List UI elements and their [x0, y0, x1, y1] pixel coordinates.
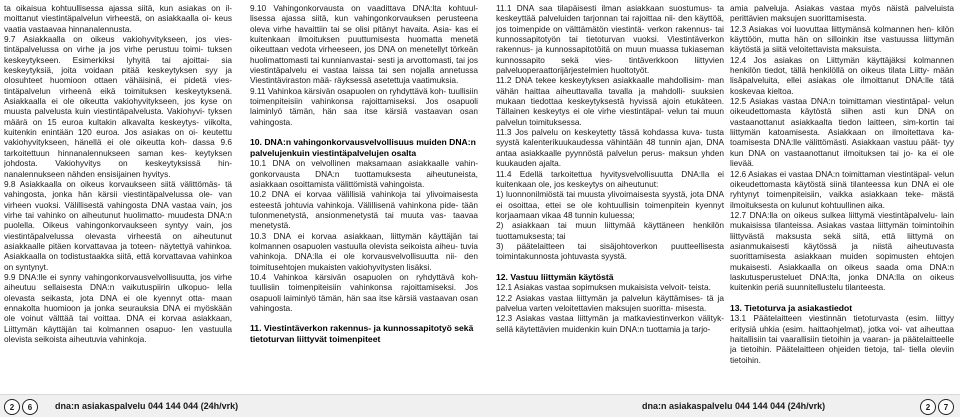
paragraph: ta oikaisua kohtuullisessa ajassa siitä, kun asiakas on il- moittanut viestintäpalvelun virheestä, on asiakkaalla oi- keus vaatia vastaavaa hinnanalennusta.	[4, 3, 232, 34]
paragraph: amia palveluja. Asiakas vastaa myös näistä palveluista perittävien maksujen suorittamisesta.	[730, 3, 954, 24]
left-page-column-2	[250, 3, 478, 383]
left-page-footer	[0, 394, 480, 417]
paragraph: 9.7 Asiakkaalla on oikeus vakiohyvitykseen, jos vies- tintäpalvelussa on virhe ja jos virhe perustuu toimi- tuksen keskeytykseen. Esimerkiksi lyhyitä tai ajoittai- sia keskeytyksiä, joita voidaan pitää keskeytyksen syy ja olosuhteet huomioon ottaen vähäisinä, ei pidetä vies- tintäpalvelun virheenä eikä toimituksen keskeytyksenä. Asiakkaalla ei ole oikeutta vakiohyvitykseen, jos kyse on muusta palvelusta kuin viestintäpalvelusta. Vakiohyvi- tyksen määrä on 15 euroa kultakin alkavalta keskeytys- viikolta, kuitenkin enintään 120 euroa. Jos asiakas on oi- keutettu vakiohyvitykseen, hänellä ei ole oikeutta koh- dassa 9.6 tarkoitettuun hinnanalennukseen saman kes- keytyksen johdosta. Vakiohyvitys on keskeytyksissä hin- nanalennukseen nähden ensisijainen hyvitys.	[4, 34, 232, 179]
paragraph: 2) asiakkaan tai muun liittymää käyttäneen henkilön tuottamuksesta; tai	[496, 220, 724, 241]
paragraph: 11.2 DNA tekee keskeytyksen asiakkaalle mahdollisim- man vähän haittaa aiheuttavalla tavalla ja mahdolli- suuksien mukaan tiedottaa keskeytyksestä hyvissä ajoin etukäteen. Tällainen keskeytys ei ole virhe viestintäpal- velun tai muun palvelun toimituksessa.	[496, 75, 724, 127]
paragraph: 10.1 DNA on velvollinen maksamaan asiakkaalle vahin- gonkorvausta DNA:n tuottamuksesta aiheutuneista, asiakkaan osoittamista välittömistä vahingoista.	[250, 158, 478, 189]
paragraph: 10.3 DNA ei korvaa asiakkaan, liittymän käyttäjän tai kolmannen osapuolen vastuulla olevista seikoista aiheu- tuvia vahinkoja. DNA:lla ei ole korvausvelvollisuutta nii- den toimitusehtojen mukaisten vakiohyvitysten lisäksi.	[250, 230, 478, 272]
paragraph: 10.2 DNA ei korvaa välillisiä vahinkoja tai ylivoimaisesta esteestä johtuvia vahinkoja. Välillisenä vahinkona pide- tään tulonmenetystä, ansionmenetystä tai muuta vas- taavaa menetystä.	[250, 189, 478, 231]
paragraph: 9.8 Asiakkaalla on oikeus korvaukseen siitä välittömäs- tä vahingosta, jonka hän kärsii viestintäpalvelussa ole- van virheen vuoksi. Välillisestä vahingosta DNA vastaa vain, jos virhe tai vahinko on aiheutunut huolimatto- muudesta DNA:n puolella. Oikeus vahingonkorvaukseen syntyy vain, jos viestintäpalvelussa olevasta virheestä on aiheutunut asiakkaalle pitäen korvattavaa ja toteen- näytettyä vahinkoa. Asiakkaalla on todistustaakka siitä, että korvattavaa vahinkoa on syntynyt.	[4, 178, 232, 272]
paragraph: 9.11 Vahinkoa kärsivän osapuolen on ryhdyttävä koh- tuullisiin toimenpiteisiin vahinkonsa rajoittamiseksi. Jos osapuoli laiminlyö tämän, hän saa itse kärsiä vastaavan osan vahingosta.	[250, 85, 478, 127]
paragraph: 9.9 DNA:lle ei synny vahingonkorvausvelvollisuutta, jos virhe aiheutuu sellaisesta DNA:n vaikutuspiirin ulkopuo- lella olevasta seikasta, jota DNA ei ole kyennyt otta- maan ennakolta huomioon ja jonka seurauksia DNA ei myöskään ole voinut välttää tai voittaa. DNA ei korvaa asiakkaan, Liittymän käyttäjän tai kolmannen osapuo- len vastuulla olevista seikoista aiheutuvia vahinkoja.	[4, 271, 232, 344]
page-number-digit: 2	[4, 399, 20, 415]
paragraph: 11.1 DNA saa tilapäisesti ilman asiakkaan suostumus- ta keskeyttää palveluiden tarjonnan tai rajoittaa nii- den käyttöä, jos toimenpide on välttämätön viestintä- verkon rakennus- tai kunnossapitotyön tai tietoturvan vuoksi. Viestintäverkon rakennus- ja kunnossapitotöitä on muun muassa tukiaseman kunnossapito sekä vies- tintäverkkoon liittyvien palveluoperaattorijärjestelmien huoltotyöt.	[496, 3, 724, 76]
paragraph: 12.3 Asiakas voi luovuttaa liittymänsä kolmannen hen- kilön käyttöön, mutta hän on silloinkin itse vastuussa liittymän käytöstä ja siitä veloitettavista maksuista.	[730, 23, 954, 55]
section-10-heading: 10. DNA:n vahingonkorvausvelvollisuus muiden DNA:n palvelujenkuin viestintäpalvelujen osalta	[250, 137, 476, 158]
paragraph: 1) luonnonilmiöstä tai muusta ylivoimaisesta syystä, jota DNA ei osoittaa, ettei se ole kohtuullisin toimenpitein kyennyt korjaamaan vikaa 48 tunnin kuluessa;	[496, 189, 724, 220]
page-number-digit: 2	[920, 399, 936, 415]
page-number	[920, 395, 956, 417]
right-page-column-1	[496, 3, 724, 383]
paragraph: 12.6 Asiakas ei vastaa DNA:n toimittaman viestintäpal- velun oikeudettomasta käytöstä siinä tilanteessa kun DNA ei ole ryhtynyt toimenpiteisiin, vaikka asiakkaan teke- mästä ilmoituksesta on kulunut kohtuullinen aika.	[730, 168, 954, 210]
page-number	[4, 395, 40, 417]
paragraph: 12.7 DNA:lla on oikeus sulkea liittymä viestintäpalvelu- lain mukaisissa tilanteissa. Asiakas vastaa liittymän toimintoihin liittyvästä maksusta sekä siitä, että liittymä on asianmukaisesti käytössä ja niistä aiheutuvasta suorittamisesta asiakkaan muiden sopimusten ehtojen mukaisesti. Asiakkaalla on oikeus saada oma DNA:n laskutusperusteluet DNA:lta, jonka DNA:lla on oikeus kuitenkin periä suunnitellustelu tilanteesta.	[730, 209, 954, 293]
paragraph: 12.2 Asiakas vastaa liittymän ja palvelun käyttämises- tä ja palvelua varten veloitettavien maksujen suoritta- misesta.	[496, 292, 724, 313]
paragraph: 12.4 Jos asiakas on Liittymän käyttäjäksi kolmannen henkilön tiedot, tällä henkilöllä on oikeus tilata Liitty- mään lisäpalveluita, ellei asiakas ole ilmoittanut DNA:lle tätä koskevaa kieltoa.	[730, 54, 954, 96]
paragraph: 12.1 Asiakas vastaa sopimuksen mukaisista velvoit- teista.	[496, 282, 711, 293]
section-11-heading: 11. Viestintäverkon rakennus- ja kunnossapitotyö sekä tietoturvan liittyvät toimenpiteet	[250, 323, 474, 345]
footer-text: dna:n asiakaspalvelu 044 144 044 (24h/vrk)	[55, 401, 239, 411]
page-number-digit: 6	[22, 399, 38, 415]
section-12-heading: 12. Vastuu liittymän käytöstä	[496, 271, 614, 282]
section-13-heading: 13. Tietoturva ja asiakastiedot	[730, 302, 853, 313]
paragraph: 3) päätelaitteen tai sisäjohtoverkon puutteellisesta toimintakunnosta johtuvasta syystä.	[496, 240, 724, 262]
paragraph: 13.1 Päätelaitteen viestinnän tietoturvasta (esim. liittyy eritysiä uhkia (esim. haittaohjelmat), jotka voi- vat aiheuttaa haitallisiin tai vaarallisiin tietoihin ja vaaran- ja päätelaitteelle ja tietoihin. Päätelaitteen ohjeiden tietoja, tal- tiella oleviin tietoihin.	[730, 313, 954, 365]
paragraph: 12.3 Asiakas vastaa liittymän ja matkaviestinverkon välityk- sellä käytettävien muidenkin kuin DNA:n tuottamia ja tarjo-	[496, 313, 724, 334]
page-number-digit: 7	[938, 399, 954, 415]
paragraph: 10.4 Vahinkoa kärsivän osapuolen on ryhdyttävä koh- tuullisiin toimenpiteisiin vahinkonsa rajoittamiseksi. Jos osapuoli laiminlyö tämän, hän saa itse kärsiä vastaavan osan vahingosta.	[250, 272, 478, 314]
paragraph: 11.3 Jos palvelu on keskeytetty tässä kohdassa kuva- tusta syystä kalenterikuukaudessa vähintään 48 tunnin ajan, DNA antaa asiakkaalle pyynnöstä palvelun perus- maksun yhden kuukauden ajalta.	[496, 127, 724, 169]
right-page	[480, 0, 960, 418]
paragraph: 9.10 Vahingonkorvausta on vaadittava DNA:lta kohtuul- lisessa ajassa siitä, kun vahingonkorvauksen perusteena oleva virhe havaittiin tai se olisi pitänyt havaita. Asia- kas ei kuitenkaan ilmoituksen puuttumisesta huomatta menetä oikeuttaan vedota virheeseen, jos DNA on menetellyt törkeän huolimattomasti tai kunnianvastai- sesti ja arvottomasti, tai jos viestintäpalvelu ei vastaa laissa tai sen nojalla annetussa Viestintäviraston mää- räyksessä asetettuja vaatimuksia.	[250, 3, 478, 86]
right-page-column-2	[730, 3, 954, 383]
footer-text: dna:n asiakaspalvelu 044 144 044 (24h/vrk)	[642, 401, 826, 411]
left-page-column-1	[4, 3, 232, 383]
paragraph: 12.5 Asiakas vastaa DNA:n toimittaman viestintäpal- velun oikeudettomasta käytöstä siihen asti kun DNA on vastaanottanut asiakkaalta tiedon laitteen, sim-kortin tai liittymän katoamisesta. Asiakkaan on ilmoitettava ka- toamisesta DNA:lle välittömästi. Asiakkaan vastuu päät- tyy kun DNA on vastaanottanut ilmoituksen tai jo- ka ei ole lievää.	[730, 96, 954, 169]
paragraph: 11.4 Edellä tarkoitettua hyvitysvelvollisuutta DNA:lla ei kuitenkaan ole, jos keskeytys on aiheutunut:	[496, 168, 724, 189]
right-page-footer	[480, 394, 960, 417]
